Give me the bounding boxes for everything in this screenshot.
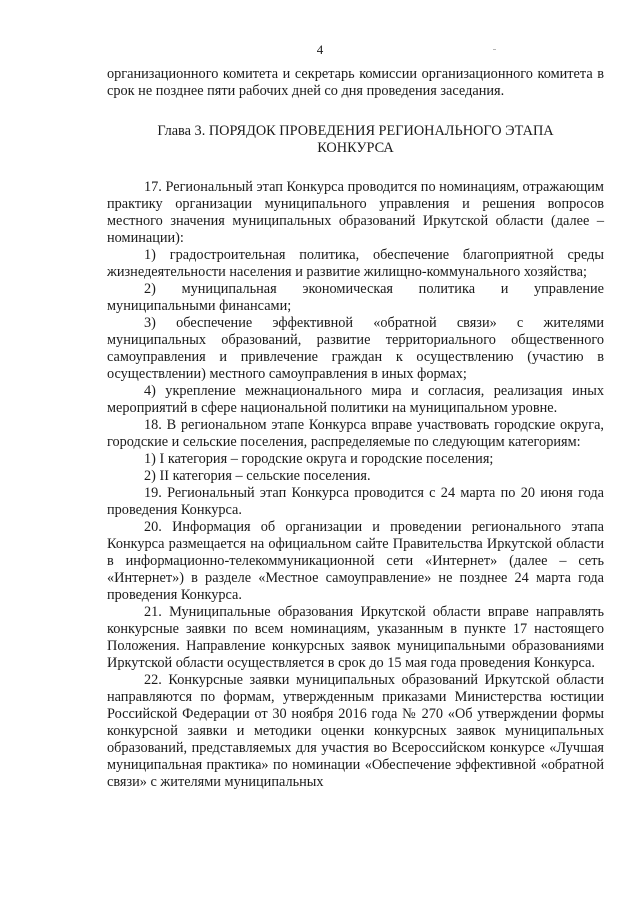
intro-paragraph: организационного комитета и секретарь комиссии организационного комитета в срок не позднее пяти рабочих дней со дня проведения заседания. — [107, 66, 604, 99]
paragraph-17-item-1: 1) градостроительная политика, обеспечение благоприятной среды жизнедеятельности населения и развитие жилищно-коммунального хозяйства; — [107, 247, 604, 280]
paragraph-22: 22. Конкурсные заявки муниципальных образований Иркутской области направляются по формам, утвержденным приказами Министерства юстиции Российской Федерации от 30 ноября 2016 года № 270 «Об утверждении формы конкурсной заявки и методики оценки конкурсных заявок муниципальных образований, представляемых для участия во Всероссийском конкурсе «Лучшая муниципальная практика» по номинации «Обеспечение эффективной «обратной связи» с жителями муниципальных — [107, 672, 604, 790]
paragraph-20: 20. Информация об организации и проведении регионального этапа Конкурса размещается на официальном сайте Правительства Иркутской области в информационно-телекоммуникационной сети «Интернет» (далее – сеть «Интернет») в разделе «Местное самоуправление» не позднее 24 марта года проведения Конкурса. — [107, 519, 604, 603]
chapter-heading — [107, 123, 604, 157]
document-body — [107, 66, 604, 791]
paragraph-17: 17. Региональный этап Конкурса проводится по номинациям, отражающим практику организации муниципального управления и решения вопросов местного значения муниципальных образований Иркутской области (далее – номинации): — [107, 179, 604, 246]
paragraph-18-item-2: 2) II категория – сельские поселения. — [144, 468, 371, 484]
paragraph-17-item-2: 2) муниципальная экономическая политика и управление муниципальными финансами; — [107, 281, 604, 314]
paragraph-17-item-4: 4) укрепление межнационального мира и согласия, реализация иных мероприятий в сфере национальной политики на муниципальном уровне. — [107, 383, 604, 416]
chapter-title-line-2: КОНКУРСА — [317, 140, 394, 156]
page-number: 4 — [316, 42, 324, 57]
paragraph-19: 19. Региональный этап Конкурса проводится с 24 марта по 20 июня года проведения Конкурса. — [107, 485, 604, 518]
paragraph-21: 21. Муниципальные образования Иркутской области вправе направлять конкурсные заявки по всем номинациям, указанным в пункте 17 настоящего Положения. Направление конкурсных заявок муниципальными образованиями Иркутской области осуществляется в срок до 15 мая года проведения Конкурса. — [107, 604, 604, 671]
paragraph-18: 18. В региональном этапе Конкурса вправе участвовать городские округа, городские и сельские поселения, распределяемые по следующим категориям: — [107, 417, 604, 450]
paragraph-17-item-3: 3) обеспечение эффективной «обратной связи» с жителями муниципальных образований, развитие территориального общественного самоуправления и привлечение граждан к осуществлению (участию в осуществлении) местного самоуправления в иных формах; — [107, 315, 604, 382]
chapter-title-line-1: Глава 3. ПОРЯДОК ПРОВЕДЕНИЯ РЕГИОНАЛЬНОГО ЭТАПА — [157, 123, 554, 139]
paragraph-18-item-1: 1) I категория – городские округа и городские поселения; — [144, 451, 494, 467]
